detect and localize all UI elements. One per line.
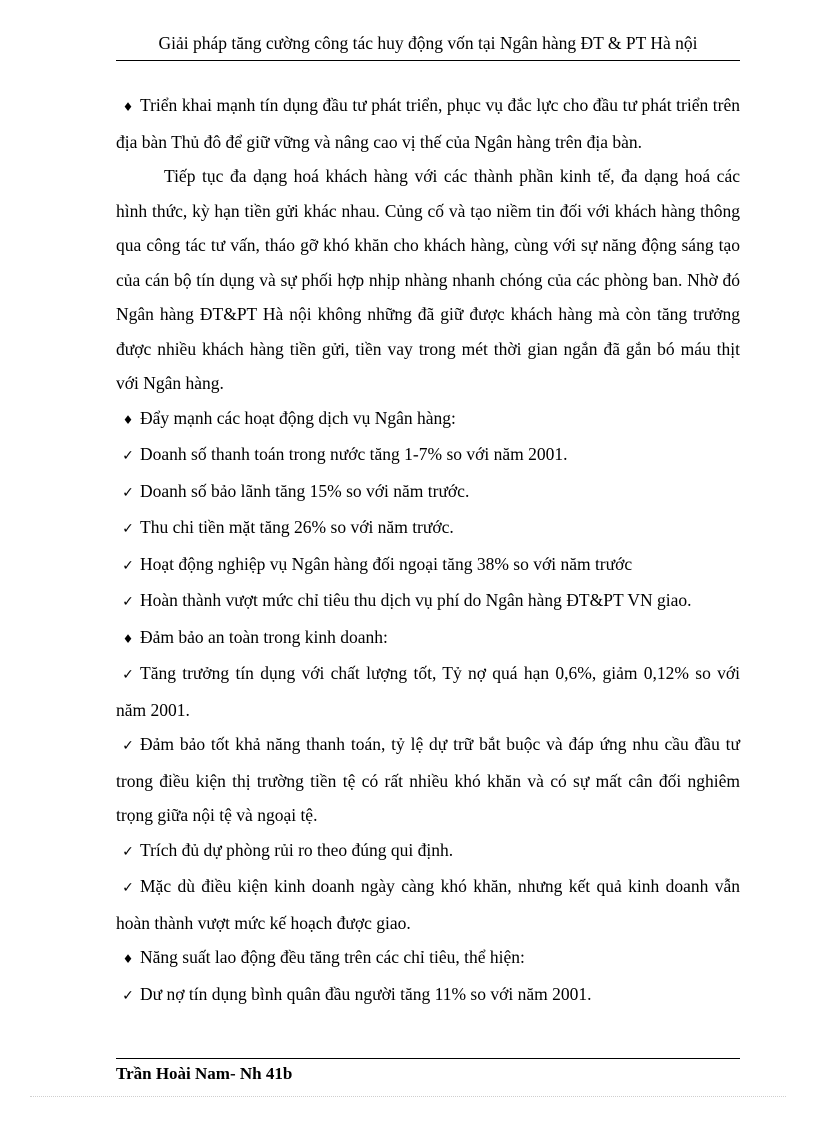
- body-paragraph: Tiếp tục đa dạng hoá khách hàng với các thành phần kinh tế, đa dạng hoá các hình thức, kỳ hạn tiền gửi khác nhau. Củng cố và tạo niềm tin đối với khách hàng thông qua công tác tư vấn, tháo gỡ khó khăn cho khách hàng, cùng với sự năng động sáng tạo của cán bộ tín dụng và sự phối hợp nhịp nhàng nhanh chóng của các phòng ban. Nhờ đó Ngân hàng ĐT&PT Hà nội không những đã giữ được khách hàng mà còn tăng trưởng được nhiều khách hàng tiền gửi, tiền vay trong mét thời gian ngắn đã gắn bó máu thịt với Ngân hàng.: [116, 166, 740, 393]
- footer-divider: [116, 1058, 740, 1059]
- check-item: [116, 437, 740, 474]
- header-divider: [116, 60, 740, 61]
- check-text: Trích đủ dự phòng rủi ro theo đúng qui định.: [140, 839, 454, 860]
- check-text: Đảm bảo tốt khả năng thanh toán, tỷ lệ dự trữ bắt buộc và đáp ứng nhu cầu đầu tư trong điều kiện thị trường tiền tệ có rất nhiều khó khăn và có sự mất cân đối nghiêm trọng giữa nội tệ và ngoại tệ.: [116, 734, 740, 825]
- check-item: [116, 833, 740, 870]
- bullet-text: Triển khai mạnh tín dụng đầu tư phát triển, phục vụ đắc lực cho đầu tư phát triển trên địa bàn Thủ đô để giữ vững và nâng cao vị thế của Ngân hàng trên địa bàn.: [116, 95, 740, 152]
- check-item: [116, 977, 740, 1014]
- page-header-title: Giải pháp tăng cường công tác huy động vốn tại Ngân hàng ĐT & PT Hà nội: [158, 33, 698, 53]
- check-item: [116, 474, 740, 511]
- bullet-item: [116, 620, 740, 657]
- bullet-item: [116, 401, 740, 438]
- diamond-bullet-icon: ♦: [122, 100, 134, 114]
- check-mark-icon: ✓: [122, 484, 134, 501]
- diamond-bullet-icon: ♦: [122, 952, 134, 966]
- check-mark-icon: ✓: [122, 557, 134, 574]
- check-text: Thu chi tiền mặt tăng 26% so với năm trước.: [140, 517, 454, 537]
- check-mark-icon: ✓: [122, 448, 134, 464]
- check-item: [116, 656, 740, 727]
- check-mark-icon: ✓: [122, 738, 134, 754]
- check-text: Mặc dù điều kiện kinh doanh ngày càng khó khăn, nhưng kết quả kinh doanh vẫn hoàn thành vượt mức kế hoạch được giao.: [116, 876, 740, 933]
- check-item: [116, 510, 740, 547]
- check-mark-icon: ✓: [122, 594, 134, 610]
- check-item: [116, 547, 740, 584]
- check-mark-icon: ✓: [122, 843, 134, 860]
- check-mark-icon: ✓: [122, 987, 134, 1004]
- check-text: Doanh số thanh toán trong nước tăng 1-7% so với năm 2001.: [140, 444, 568, 464]
- check-item: [116, 869, 740, 940]
- page-bottom-edge: [30, 1096, 786, 1097]
- bullet-item: [116, 940, 740, 977]
- check-text: Doanh số bảo lãnh tăng 15% so với năm trước.: [140, 480, 470, 501]
- document-body: [116, 88, 740, 1013]
- diamond-bullet-icon: ♦: [122, 412, 134, 427]
- check-item: [116, 583, 740, 620]
- bullet-item: [116, 88, 740, 159]
- footer-author: Trần Hoài Nam- Nh 41b: [116, 1064, 293, 1083]
- bullet-text: Đẩy mạnh các hoạt động dịch vụ Ngân hàng:: [140, 407, 456, 428]
- check-mark-icon: ✓: [122, 667, 134, 683]
- check-text: Hoạt động nghiệp vụ Ngân hàng đối ngoại tăng 38% so với năm trước: [140, 553, 633, 574]
- bullet-text: Đảm bảo an toàn trong kinh doanh:: [140, 626, 388, 647]
- check-mark-icon: ✓: [122, 521, 134, 537]
- bullet-text: Năng suất lao động đều tăng trên các chỉ tiêu, thể hiện:: [140, 947, 525, 967]
- check-mark-icon: ✓: [122, 880, 134, 896]
- check-item: [116, 727, 740, 833]
- diamond-bullet-icon: ♦: [122, 631, 134, 646]
- check-text: Tăng trưởng tín dụng với chất lượng tốt, Tỷ nợ quá hạn 0,6%, giảm 0,12% so với năm 2001.: [116, 663, 740, 720]
- check-text: Dư nợ tín dụng bình quân đầu người tăng 11% so với năm 2001.: [140, 983, 592, 1004]
- check-text: Hoàn thành vượt mức chỉ tiêu thu dịch vụ phí do Ngân hàng ĐT&PT VN giao.: [140, 590, 692, 610]
